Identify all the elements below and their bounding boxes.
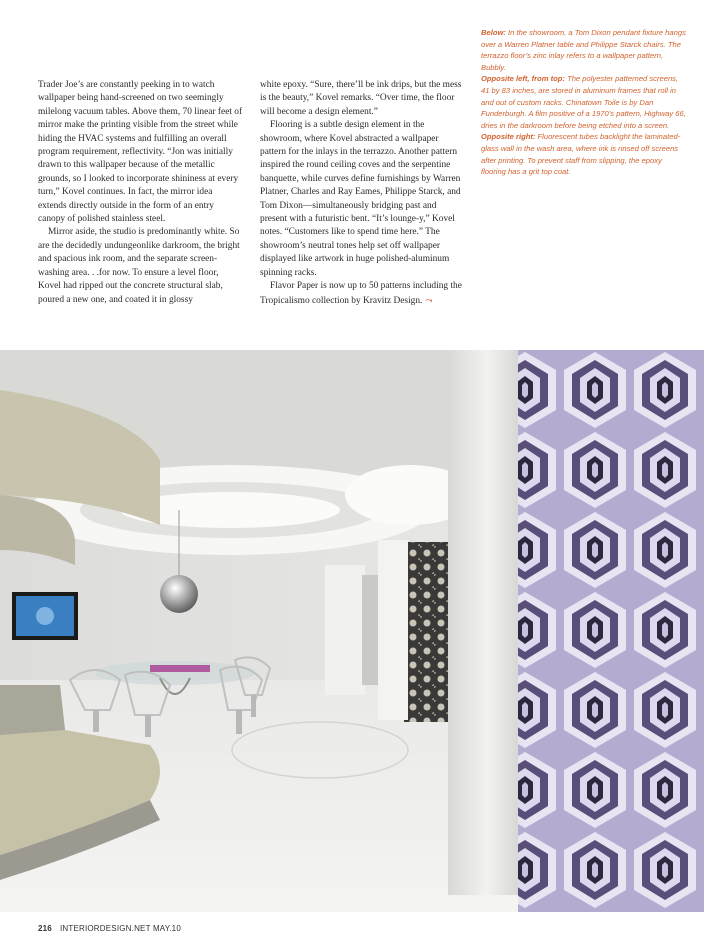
page-number: 216	[38, 924, 52, 933]
caption-opposite-left	[481, 73, 686, 177]
end-mark-icon: ⤳	[425, 294, 433, 305]
body-paragraph: Mirror aside, the studio is predominantly white. So are the decidedly undungeonlike darkroom, the bright and spacious ink room, and the separate screen-washing area. . .for now. To ensure a level floor, Kovel had ripped out the concrete structural slab, poured a new one, and coated it in glossy	[38, 227, 240, 305]
body-column-right	[260, 79, 462, 308]
publication-footer: INTERIORDESIGN.NET MAY.10	[59, 924, 181, 933]
caption-label: Opposite right:	[481, 132, 536, 142]
body-paragraph-text: Flavor Paper is now up to 50 patterns including the Tropicalismo collection by Kravitz Design.	[260, 281, 462, 306]
body-paragraph: white epoxy. “Sure, there’ll be ink drips, but the mess is the beauty,” Kovel remarks. “Over time, the floor will become a design element.”	[260, 80, 462, 117]
showroom-illustration	[0, 350, 704, 912]
body-paragraph: Trader Joe’s are constantly peeking in to watch wallpaper being hand-screened on two seemingly milelong vacuum tables. Above them, 70 linear feet of mirror make the printing visible from the street while hiding the HVAC systems and fulfilling an overall program requirement, reflectivity. “Jon was initially drawn to this wallpaper because of the metallic grounds, so I looked to incorporate shininess at every turn,” Kovel continues. In fact, the mirror idea extends directly outside in the form of an entry canopy of polished stainless steel.	[38, 80, 243, 225]
body-column-left	[38, 79, 243, 307]
page-footer	[38, 924, 181, 933]
caption-text: The polyester patterned screens, 41 by 83 inches, are stored in aluminum frames that roll in and out of custom racks. Chinatown Toile is by Dan Funderburgh. A film positive of a 1970’s pattern, Highway 66, dries in the darkroom before being etched into a screen.	[481, 74, 686, 130]
body-paragraph-last	[260, 280, 462, 308]
caption-text: Fluorescent tubes backlight the laminated-glass wall in the wash area, where ink is rinsed off screens after printing. To prevent staff from slipping, the epoxy flooring has a grit top coat.	[481, 132, 681, 177]
caption-text: In the showroom, a Tom Dixon pendant fixture hangs over a Warren Platner table and Philippe Starck chairs. The terrazzo floor’s zinc inlay refers to a wallpaper pattern, Bubbly.	[481, 28, 686, 72]
caption-label: Below:	[481, 28, 506, 37]
showroom-photo	[0, 350, 704, 912]
photo-captions	[481, 27, 686, 178]
body-paragraph: Flooring is a subtle design element in the showroom, where Kovel abstracted a wallpaper pattern for the inlays in the terrazzo. Another pattern inspired the round ceiling coves and the serpentine banquette, while curves define furnishings by Warren Platner, Charles and Ray Eames, Philippe Starck, and Tom Dixon—simultaneously bridging past and present with a futuristic bent. “It’s lounge-y,” Kovel notes. “Customers like to spend time here.” The showroom’s neutral tones help set off wallpaper displayed like artwork in huge polished-aluminum spinning racks.	[260, 120, 461, 278]
caption-label: Opposite left, from top:	[481, 74, 565, 84]
caption-below	[481, 27, 686, 73]
